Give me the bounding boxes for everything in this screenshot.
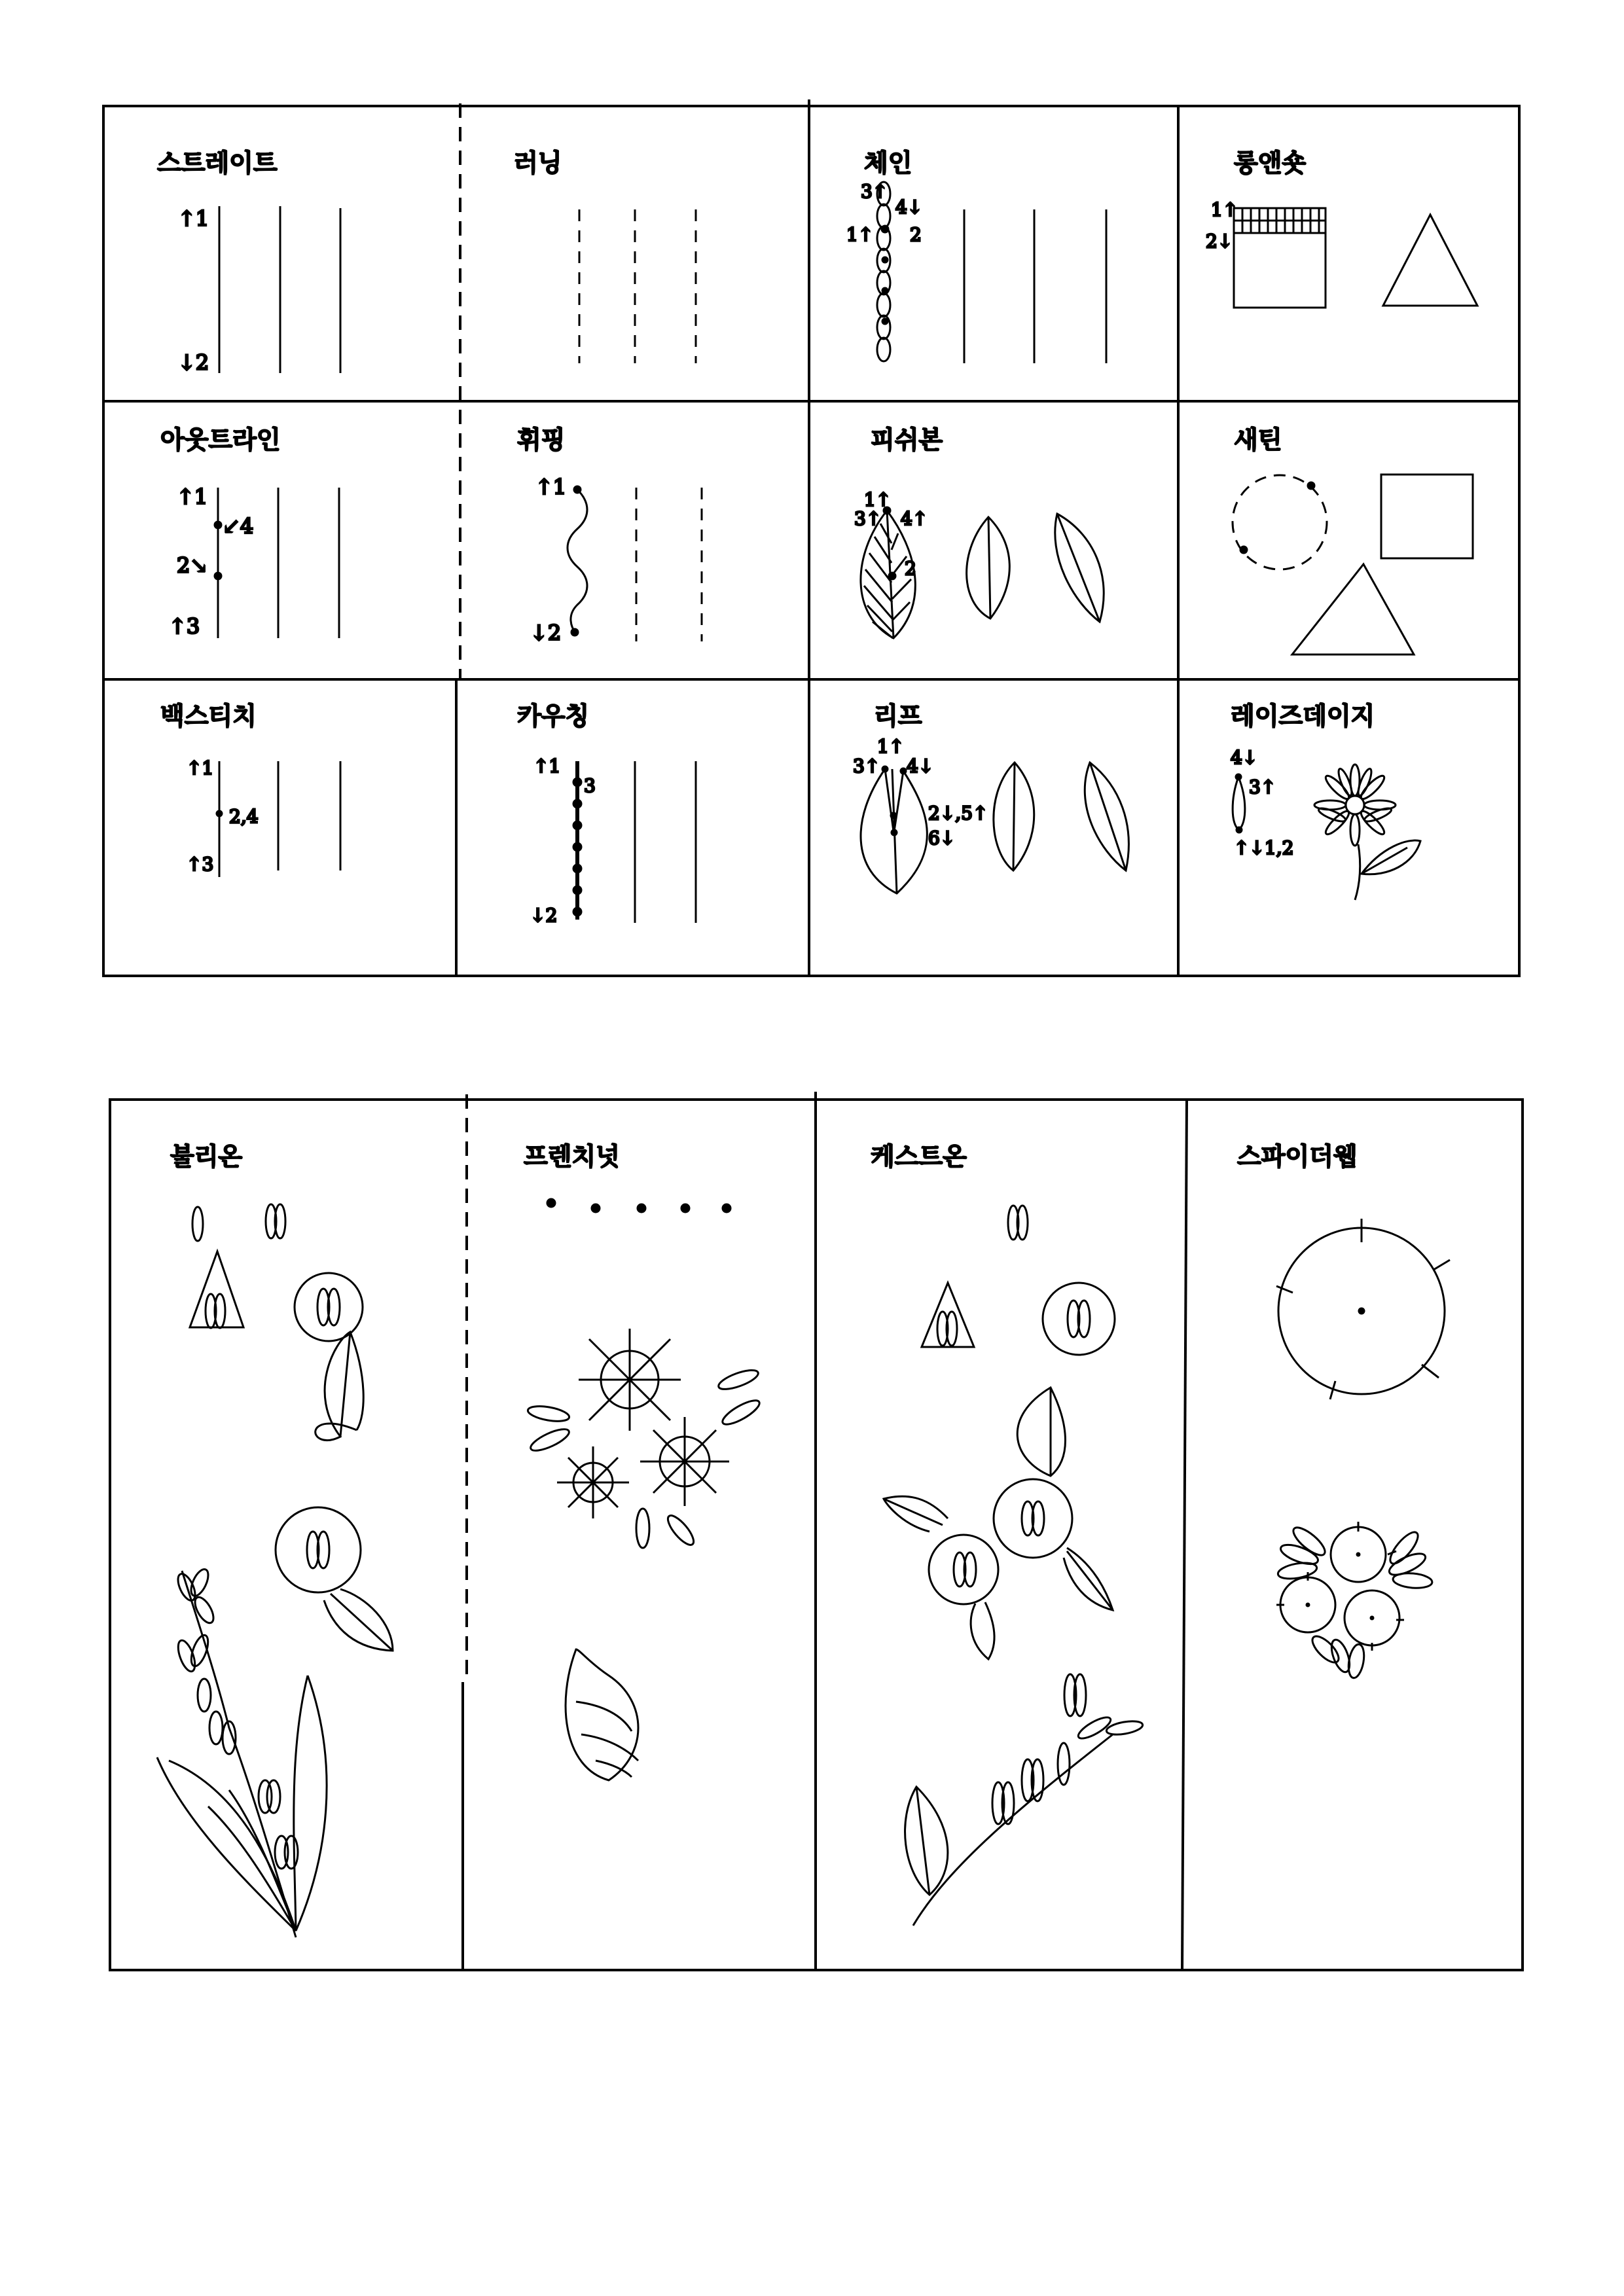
title-straight-stitch: 스트레이트 — [157, 149, 278, 177]
outline-stitch-diagram — [215, 488, 339, 638]
back-label-3: ↑3 — [187, 853, 214, 875]
whipped-stitch-diagram — [568, 486, 702, 641]
fishbone-label-4: 4↑ — [901, 508, 928, 529]
title-bullion-stitch: 불리온 — [170, 1142, 243, 1171]
leaf-label-25: 2↓,5↑ — [928, 802, 988, 824]
outline-label-3: ↑3 — [169, 614, 200, 639]
leaf-label-1: 1↑ — [877, 736, 905, 757]
daisy-label-4: 4↓ — [1231, 747, 1258, 768]
title-chain-stitch: 체인 — [864, 149, 912, 177]
outline-label-2: 2↘ — [177, 553, 208, 578]
top-stitch-table — [103, 99, 1519, 976]
spider-web-stitch-diagram — [1276, 1219, 1450, 1679]
fishbone-label-2: 2 — [905, 558, 916, 579]
bullion-stitch-diagram — [157, 1204, 393, 1937]
title-long-and-short-stitch: 롱앤숏 — [1234, 149, 1307, 177]
couching-label-2: ↓2 — [530, 905, 558, 926]
leaf-label-6: 6↓ — [928, 827, 956, 849]
straight-label-1: ↑1 — [178, 206, 209, 231]
fishbone-label-3: 3↑ — [854, 508, 882, 529]
straight-label-2: ↓2 — [178, 350, 209, 375]
long-short-label-2: 2↓ — [1206, 230, 1233, 252]
satin-stitch-diagram — [1233, 475, 1473, 655]
daisy-flower — [1314, 764, 1420, 900]
running-stitch-diagram — [579, 209, 696, 363]
daisy-label-3: 3↑ — [1249, 776, 1276, 798]
leaf-stitch-diagram — [861, 762, 1128, 893]
title-satin-stitch: 새틴 — [1234, 425, 1282, 454]
title-spider-web-stitch: 스파이더웹 — [1237, 1142, 1358, 1171]
chain-label-4: 4↓ — [895, 196, 923, 218]
chain-label-3: 3↑ — [861, 181, 888, 202]
couching-label-1: ↑1 — [533, 755, 561, 777]
long-short-label-1: 1↑ — [1211, 199, 1238, 221]
whipped-label-2: ↓2 — [530, 620, 562, 645]
cast-on-stitch-diagram — [884, 1206, 1144, 1926]
title-fishbone-stitch: 피쉬본 — [871, 425, 943, 454]
title-whipped-stitch: 휘핑 — [517, 425, 566, 454]
french-knot-diagram — [527, 1199, 763, 1780]
couching-label-3: 3 — [584, 775, 596, 797]
outline-label-4: ↙4 — [223, 514, 254, 539]
leaf-label-3: 3↑ — [853, 755, 880, 777]
fishbone-label-1: 1↑ — [864, 489, 892, 511]
title-lazy-daisy-stitch: 레이즈데이지 — [1231, 702, 1375, 730]
chain-label-1: 1↑ — [846, 224, 874, 245]
bottom-col-divider-3 — [1182, 1100, 1187, 1970]
title-couching-stitch: 카우칭 — [517, 702, 590, 730]
daisy-label-12: ↑↓1,2 — [1234, 837, 1294, 859]
back-label-1: ↑1 — [187, 757, 214, 779]
chain-label-2: 2 — [910, 224, 922, 245]
long-and-short-stitch-diagram — [1234, 208, 1477, 308]
title-outline-stitch: 아웃트라인 — [160, 425, 281, 454]
spider-web-flower-cluster — [1276, 1522, 1433, 1679]
fishbone-stitch-diagram — [861, 507, 1104, 638]
top-table-border — [103, 106, 1519, 976]
title-cast-on-stitch: 케스트온 — [871, 1142, 967, 1171]
title-running-stitch: 러닝 — [514, 149, 562, 177]
back-label-24: 2,4 — [229, 806, 259, 827]
title-leaf-stitch: 리프 — [874, 702, 922, 730]
outline-label-1: ↑1 — [177, 484, 208, 509]
title-french-knot: 프렌치넛 — [524, 1142, 620, 1171]
title-back-stitch: 백스티치 — [160, 702, 257, 730]
leaf-label-4: 4↓ — [907, 755, 934, 777]
straight-stitch-diagram — [219, 206, 340, 373]
whipped-label-1: ↑1 — [535, 475, 567, 499]
